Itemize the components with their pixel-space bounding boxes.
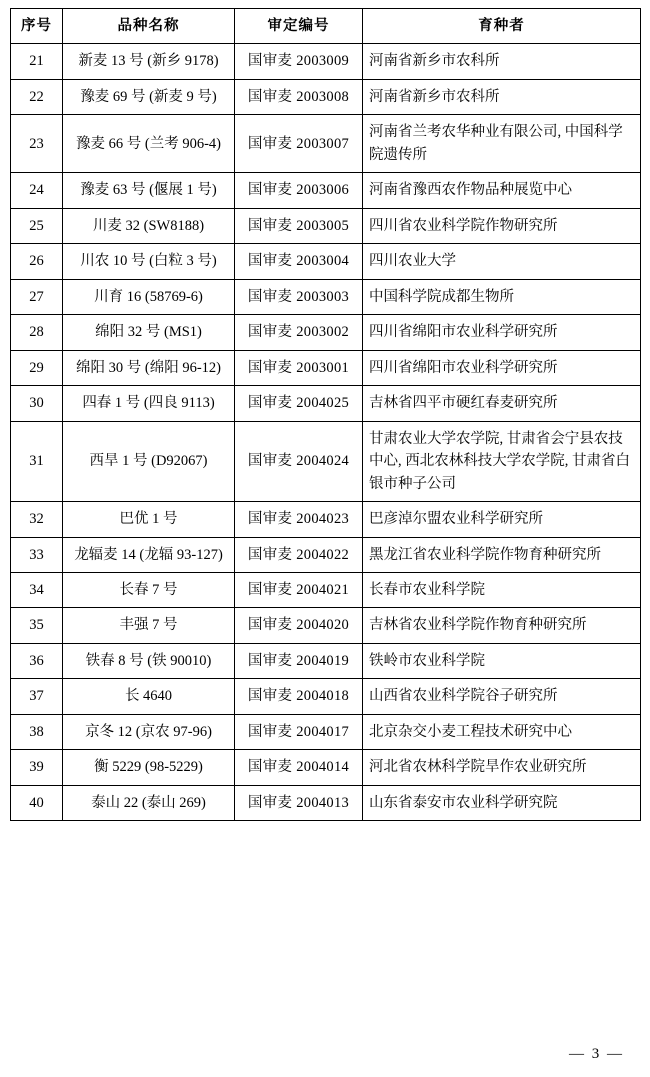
cell-approval-code: 国审麦 2004025 xyxy=(235,386,363,421)
cell-variety-name: 豫麦 63 号 (偃展 1 号) xyxy=(63,173,235,208)
table-header-row xyxy=(11,9,641,44)
cell-variety-name: 铁春 8 号 (铁 90010) xyxy=(63,643,235,678)
table-row xyxy=(11,643,641,678)
table-row xyxy=(11,115,641,173)
cell-no: 40 xyxy=(11,785,63,820)
cell-no: 26 xyxy=(11,244,63,279)
cell-variety-name: 长 4640 xyxy=(63,679,235,714)
cell-approval-code: 国审麦 2004014 xyxy=(235,750,363,785)
table-row xyxy=(11,421,641,501)
cell-breeder: 黑龙江省农业科学院作物育种研究所 xyxy=(363,537,641,572)
cell-variety-name: 绵阳 32 号 (MS1) xyxy=(63,315,235,350)
cell-no: 28 xyxy=(11,315,63,350)
cell-approval-code: 国审麦 2004018 xyxy=(235,679,363,714)
cell-breeder: 铁岭市农业科学院 xyxy=(363,643,641,678)
cell-no: 27 xyxy=(11,279,63,314)
table-row xyxy=(11,350,641,385)
cell-approval-code: 国审麦 2004024 xyxy=(235,421,363,501)
table-row xyxy=(11,608,641,643)
table-row xyxy=(11,44,641,79)
cell-approval-code: 国审麦 2003005 xyxy=(235,208,363,243)
table-row xyxy=(11,79,641,114)
cell-variety-name: 泰山 22 (泰山 269) xyxy=(63,785,235,820)
cell-variety-name: 豫麦 66 号 (兰考 906-4) xyxy=(63,115,235,173)
column-header-code: 审定编号 xyxy=(235,9,363,44)
cell-no: 29 xyxy=(11,350,63,385)
table-row xyxy=(11,279,641,314)
table-row xyxy=(11,244,641,279)
cell-variety-name: 西旱 1 号 (D92067) xyxy=(63,421,235,501)
cell-no: 24 xyxy=(11,173,63,208)
cell-breeder: 河南省新乡市农科所 xyxy=(363,79,641,114)
cell-no: 36 xyxy=(11,643,63,678)
table-row xyxy=(11,714,641,749)
cell-variety-name: 豫麦 69 号 (新麦 9 号) xyxy=(63,79,235,114)
cell-no: 22 xyxy=(11,79,63,114)
table-row xyxy=(11,679,641,714)
cell-approval-code: 国审麦 2004017 xyxy=(235,714,363,749)
cell-approval-code: 国审麦 2003004 xyxy=(235,244,363,279)
cell-no: 33 xyxy=(11,537,63,572)
cell-variety-name: 巴优 1 号 xyxy=(63,502,235,537)
cell-breeder: 长春市农业科学院 xyxy=(363,572,641,607)
cell-variety-name: 四春 1 号 (四良 9113) xyxy=(63,386,235,421)
cell-breeder: 巴彦淖尔盟农业科学研究所 xyxy=(363,502,641,537)
cell-breeder: 四川省绵阳市农业科学研究所 xyxy=(363,315,641,350)
cell-approval-code: 国审麦 2004022 xyxy=(235,537,363,572)
cell-no: 38 xyxy=(11,714,63,749)
cell-no: 25 xyxy=(11,208,63,243)
cell-breeder: 吉林省四平市硬红春麦研究所 xyxy=(363,386,641,421)
column-header-no: 序号 xyxy=(11,9,63,44)
cell-variety-name: 京冬 12 (京农 97-96) xyxy=(63,714,235,749)
cell-breeder: 河南省新乡市农科所 xyxy=(363,44,641,79)
table-row xyxy=(11,750,641,785)
table-row xyxy=(11,537,641,572)
cell-breeder: 四川农业大学 xyxy=(363,244,641,279)
cell-approval-code: 国审麦 2003003 xyxy=(235,279,363,314)
table-body xyxy=(11,44,641,821)
cell-breeder: 中国科学院成都生物所 xyxy=(363,279,641,314)
cell-variety-name: 长春 7 号 xyxy=(63,572,235,607)
column-header-breeder: 育种者 xyxy=(363,9,641,44)
cell-variety-name: 龙辐麦 14 (龙辐 93-127) xyxy=(63,537,235,572)
table-row xyxy=(11,173,641,208)
table-row xyxy=(11,572,641,607)
cell-no: 37 xyxy=(11,679,63,714)
cell-variety-name: 衡 5229 (98-5229) xyxy=(63,750,235,785)
cell-approval-code: 国审麦 2003002 xyxy=(235,315,363,350)
cell-breeder: 河南省兰考农华种业有限公司, 中国科学院遗传所 xyxy=(363,115,641,173)
cell-no: 21 xyxy=(11,44,63,79)
cell-no: 30 xyxy=(11,386,63,421)
cell-breeder: 吉林省农业科学院作物育种研究所 xyxy=(363,608,641,643)
cell-approval-code: 国审麦 2003006 xyxy=(235,173,363,208)
cell-approval-code: 国审麦 2004019 xyxy=(235,643,363,678)
cell-approval-code: 国审麦 2004013 xyxy=(235,785,363,820)
cell-no: 35 xyxy=(11,608,63,643)
cell-breeder: 四川省农业科学院作物研究所 xyxy=(363,208,641,243)
cell-variety-name: 川麦 32 (SW8188) xyxy=(63,208,235,243)
cell-no: 23 xyxy=(11,115,63,173)
cell-breeder: 河北省农林科学院旱作农业研究所 xyxy=(363,750,641,785)
cell-breeder: 山东省泰安市农业科学研究院 xyxy=(363,785,641,820)
table-row xyxy=(11,785,641,820)
cell-approval-code: 国审麦 2003007 xyxy=(235,115,363,173)
table-row xyxy=(11,386,641,421)
cell-approval-code: 国审麦 2004021 xyxy=(235,572,363,607)
cell-variety-name: 绵阳 30 号 (绵阳 96-12) xyxy=(63,350,235,385)
cell-approval-code: 国审麦 2003008 xyxy=(235,79,363,114)
approved-varieties-table xyxy=(10,8,641,821)
cell-no: 32 xyxy=(11,502,63,537)
cell-approval-code: 国审麦 2004023 xyxy=(235,502,363,537)
column-header-name: 品种名称 xyxy=(63,9,235,44)
cell-breeder: 北京杂交小麦工程技术研究中心 xyxy=(363,714,641,749)
table-header xyxy=(11,9,641,44)
page-number: — 3 — xyxy=(569,1046,624,1062)
table-row xyxy=(11,315,641,350)
cell-no: 31 xyxy=(11,421,63,501)
cell-variety-name: 川育 16 (58769-6) xyxy=(63,279,235,314)
cell-breeder: 甘肃农业大学农学院, 甘肃省会宁县农技中心, 西北农林科技大学农学院, 甘肃省白银市种子公司 xyxy=(363,421,641,501)
cell-breeder: 河南省豫西农作物品种展览中心 xyxy=(363,173,641,208)
cell-no: 39 xyxy=(11,750,63,785)
cell-approval-code: 国审麦 2004020 xyxy=(235,608,363,643)
cell-breeder: 四川省绵阳市农业科学研究所 xyxy=(363,350,641,385)
cell-breeder: 山西省农业科学院谷子研究所 xyxy=(363,679,641,714)
cell-variety-name: 丰强 7 号 xyxy=(63,608,235,643)
table-row xyxy=(11,502,641,537)
cell-no: 34 xyxy=(11,572,63,607)
cell-approval-code: 国审麦 2003009 xyxy=(235,44,363,79)
table-row xyxy=(11,208,641,243)
cell-variety-name: 新麦 13 号 (新乡 9178) xyxy=(63,44,235,79)
cell-variety-name: 川农 10 号 (白粒 3 号) xyxy=(63,244,235,279)
cell-approval-code: 国审麦 2003001 xyxy=(235,350,363,385)
